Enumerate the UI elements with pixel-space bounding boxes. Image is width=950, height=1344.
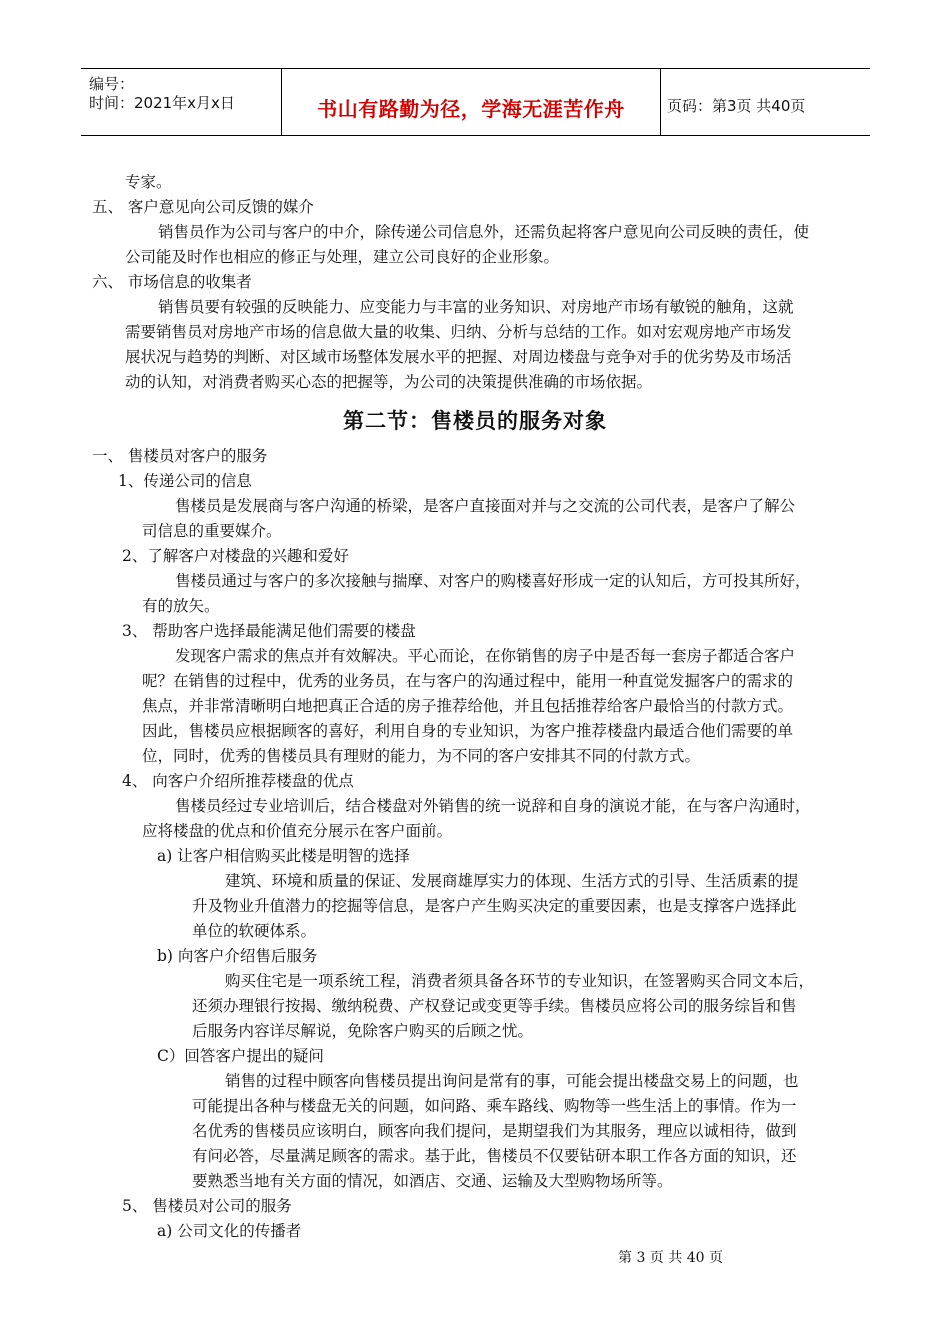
header-page-cell bbox=[661, 69, 870, 135]
subitem-heading: 3、 帮助客户选择最能满足他们需要的楼盘 bbox=[122, 622, 416, 640]
body-line: 售楼员是发展商与客户沟通的桥梁，是客户直接面对并与之交流的公司代表，是客户了解公 bbox=[175, 497, 796, 515]
subitem-heading: 2、了解客户对楼盘的兴趣和爱好 bbox=[122, 547, 349, 565]
section-title: 第二节：售楼员的服务对象 bbox=[343, 409, 607, 433]
body-line: 有的放矢。 bbox=[142, 597, 220, 615]
body-line: 有问必答，尽量满足顾客的需求。基于此，售楼员不仅要钻研本职工作各方面的知识，还 bbox=[192, 1147, 797, 1165]
body-line: 销售员作为公司与客户的中介，除传递公司信息外，还需负起将客户意见向公司反映的责任，使 bbox=[158, 223, 810, 241]
body-line: 专家。 bbox=[125, 173, 172, 191]
item-heading: 六、 市场信息的收集者 bbox=[92, 273, 252, 291]
subitem-heading: 1、传递公司的信息 bbox=[118, 472, 252, 490]
header-motto-cell bbox=[282, 69, 661, 135]
body-line: 展状况与趋势的判断、对区域市场整体发展水平的把握、对周边楼盘与竞争对手的优劣势及市场活 bbox=[125, 348, 792, 366]
subitem-heading: 4、 向客户介绍所推荐楼盘的优点 bbox=[122, 772, 354, 790]
body-line: 升及物业升值潜力的挖掘等信息，是客户产生购买决定的重要因素，也是支撑客户选择此 bbox=[192, 897, 797, 915]
body-line: 动的认知，对消费者购买心态的把握等，为公司的决策提供准确的市场依据。 bbox=[125, 373, 653, 391]
header-number: 编号： bbox=[89, 75, 135, 93]
subsubitem-heading: C）回答客户提出的疑问 bbox=[157, 1047, 324, 1065]
body-line: 应将楼盘的优点和价值充分展示在客户面前。 bbox=[142, 822, 453, 840]
header-page-number: 页码：第3页 共40页 bbox=[667, 97, 806, 115]
body-line: 售楼员经过专业培训后，结合楼盘对外销售的统一说辞和自身的演说才能，在与客户沟通时， bbox=[175, 797, 811, 815]
header-date: 时间：2021年x月x日 bbox=[89, 94, 235, 112]
body-line: 焦点，并非常清晰明白地把真正合适的房子推荐给他，并且包括推荐给客户最恰当的付款方式。 bbox=[142, 697, 794, 715]
body-line: 销售员要有较强的反映能力、应变能力与丰富的业务知识、对房地产市场有敏锐的触角，这就 bbox=[158, 298, 794, 316]
item-heading: 五、 客户意见向公司反馈的媒介 bbox=[92, 198, 314, 216]
body-line: 需要销售员对房地产市场的信息做大量的收集、归纳、分析与总结的工作。如对宏观房地产市场发 bbox=[125, 323, 792, 341]
subsubitem-heading: b) 向客户介绍售后服务 bbox=[157, 947, 318, 965]
page-footer: 第 3 页 共 40 页 bbox=[618, 1250, 723, 1266]
body-line: 因此，售楼员应根据顾客的喜好，利用自身的专业知识，为客户推荐楼盘内最适合他们需要的单 bbox=[142, 722, 794, 740]
body-line: 呢？在销售的过程中，优秀的业务员，在与客户的沟通过程中，能用一种直觉发掘客户的需求的 bbox=[142, 672, 794, 690]
body-line: 售楼员通过与客户的多次接触与揣摩、对客户的购楼喜好形成一定的认知后，方可投其所好， bbox=[175, 572, 811, 590]
body-line: 公司能及时作也相应的修正与处理，建立公司良好的企业形象。 bbox=[125, 248, 560, 266]
body-line: 后服务内容详尽解说，免除客户购买的后顾之忧。 bbox=[192, 1022, 534, 1040]
body-line: 购买住宅是一项系统工程，消费者须具备各环节的专业知识，在签署购买合同文本后， bbox=[225, 972, 815, 990]
item-heading: 一、 售楼员对客户的服务 bbox=[92, 447, 268, 465]
header-motto: 书山有路勤为径，学海无涯苦作舟 bbox=[317, 97, 625, 121]
page-header bbox=[81, 68, 870, 136]
body-line: 还须办理银行按揭、缴纳税费、产权登记或变更等手续。售楼员应将公司的服务综旨和售 bbox=[192, 997, 797, 1015]
subsubitem-heading: a) 让客户相信购买此楼是明智的选择 bbox=[157, 847, 410, 865]
body-line: 销售的过程中顾客向售楼员提出询问是常有的事，可能会提出楼盘交易上的问题，也 bbox=[225, 1072, 799, 1090]
subitem-heading: 5、 售楼员对公司的服务 bbox=[122, 1197, 292, 1215]
subsubitem-heading: a) 公司文化的传播者 bbox=[157, 1222, 302, 1240]
body-line: 司信息的重要媒介。 bbox=[142, 522, 282, 540]
body-line: 要熟悉当地有关方面的情况，如酒店、交通、运输及大型购物场所等。 bbox=[192, 1172, 673, 1190]
header-meta-cell bbox=[81, 69, 282, 135]
body-line: 可能提出各种与楼盘无关的问题，如问路、乘车路线、购物等一些生活上的事情。作为一 bbox=[192, 1097, 797, 1115]
body-line: 发现客户需求的焦点并有效解决。平心而论，在你销售的房子中是否每一套房子都适合客户 bbox=[175, 647, 796, 665]
body-line: 名优秀的售楼员应该明白，顾客向我们提问，是期望我们为其服务，理应以诚相待，做到 bbox=[192, 1122, 797, 1140]
body-line: 单位的软硬体系。 bbox=[192, 922, 317, 940]
body-line: 建筑、环境和质量的保证、发展商雄厚实力的体现、生活方式的引导、生活质素的提 bbox=[225, 872, 799, 890]
body-line: 位，同时，优秀的售楼员具有理财的能力，为不同的客户安排其不同的付款方式。 bbox=[142, 747, 701, 765]
